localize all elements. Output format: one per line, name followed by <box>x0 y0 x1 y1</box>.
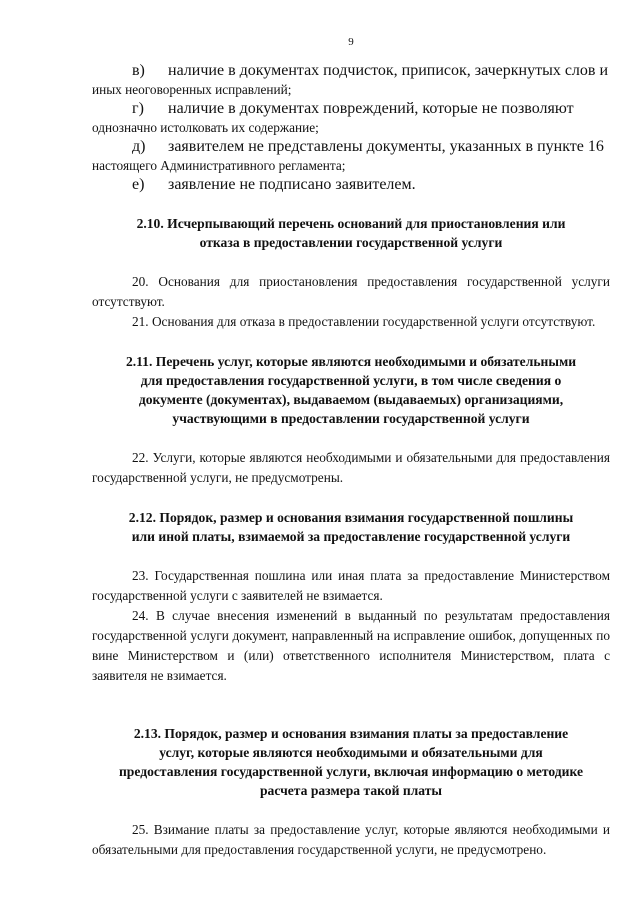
paragraph-23: 23. Государственная пошлина или иная плата за предоставление Министерством государственной услуги с заявителей не взимается. <box>92 568 610 603</box>
heading-line: 2.12. Порядок, размер и основания взимания государственной пошлины <box>128 510 574 525</box>
list-item-continuation: иных неоговоренных исправлений; <box>92 82 292 97</box>
list-item-continuation: однозначно истолковать их содержание; <box>92 120 319 135</box>
heading-line: отказа в предоставлении государственной услуги <box>199 235 503 250</box>
heading-line: участвующими в предоставлении государственной услуги <box>172 411 530 426</box>
section-heading <box>92 508 610 546</box>
heading-line: или иной платы, взимаемой за предоставление государственной услуги <box>131 529 571 544</box>
list-item <box>92 62 610 100</box>
section-heading <box>92 214 610 252</box>
heading-line: 2.13. Порядок, размер и основания взимания платы за предоставление <box>133 726 569 741</box>
list-item-text: наличие в документах повреждений, которые не позволяют <box>168 100 574 117</box>
list-marker: в) <box>132 62 145 79</box>
paragraph-25: 25. Взимание платы за предоставление услуг, которые являются необходимыми и обязательными для предоставления государственной услуги, не предусмотрено. <box>92 822 610 857</box>
heading-line: предоставления государственной услуги, включая информацию о методике <box>118 764 584 779</box>
heading-line: 2.10. Исчерпывающий перечень оснований для приостановления или <box>136 216 566 231</box>
heading-line: расчета размера такой платы <box>259 783 443 798</box>
list-item-text: заявителем не представлены документы, указанных в пункте 16 <box>168 138 604 155</box>
page-number: 9 <box>348 36 354 48</box>
heading-line: для предоставления государственной услуги, в том числе сведения о <box>140 373 562 388</box>
section-heading <box>92 352 610 428</box>
list-item <box>92 176 610 194</box>
paragraph-24: 24. В случае внесения изменений в выданный по результатам предоставления государственной услуги документ, направленный на исправление ошибок, допущенных по вине Министерством и (или) ответственного исполнителя Министерством, плата с заявителя не взимается. <box>92 608 610 683</box>
heading-line: 2.11. Перечень услуг, которые являются необходимыми и обязательными <box>125 354 577 369</box>
list-item-continuation: настоящего Административного регламента; <box>92 158 346 173</box>
list-marker: е) <box>132 176 145 193</box>
list-marker: д) <box>132 138 146 155</box>
section-heading <box>92 724 610 800</box>
list-marker: г) <box>132 100 144 117</box>
paragraph-21: 21. Основания для отказа в предоставлении государственной услуги отсутствуют. <box>132 314 596 329</box>
list-item <box>92 138 610 176</box>
paragraph-20: 20. Основания для приостановления предоставления государственной услуги отсутствуют. <box>92 274 610 309</box>
heading-line: услуг, которые являются необходимыми и обязательными для <box>159 745 543 760</box>
heading-line: документе (документах), выдаваемом (выдаваемых) организациями, <box>138 392 564 407</box>
list-item <box>92 100 610 138</box>
list-item-text: наличие в документах подчисток, приписок, зачеркнутых слов и <box>168 62 609 79</box>
paragraph-22: 22. Услуги, которые являются необходимыми и обязательными для предоставления государственной услуги, не предусмотрены. <box>92 450 610 485</box>
list-item-text: заявление не подписано заявителем. <box>168 176 416 193</box>
